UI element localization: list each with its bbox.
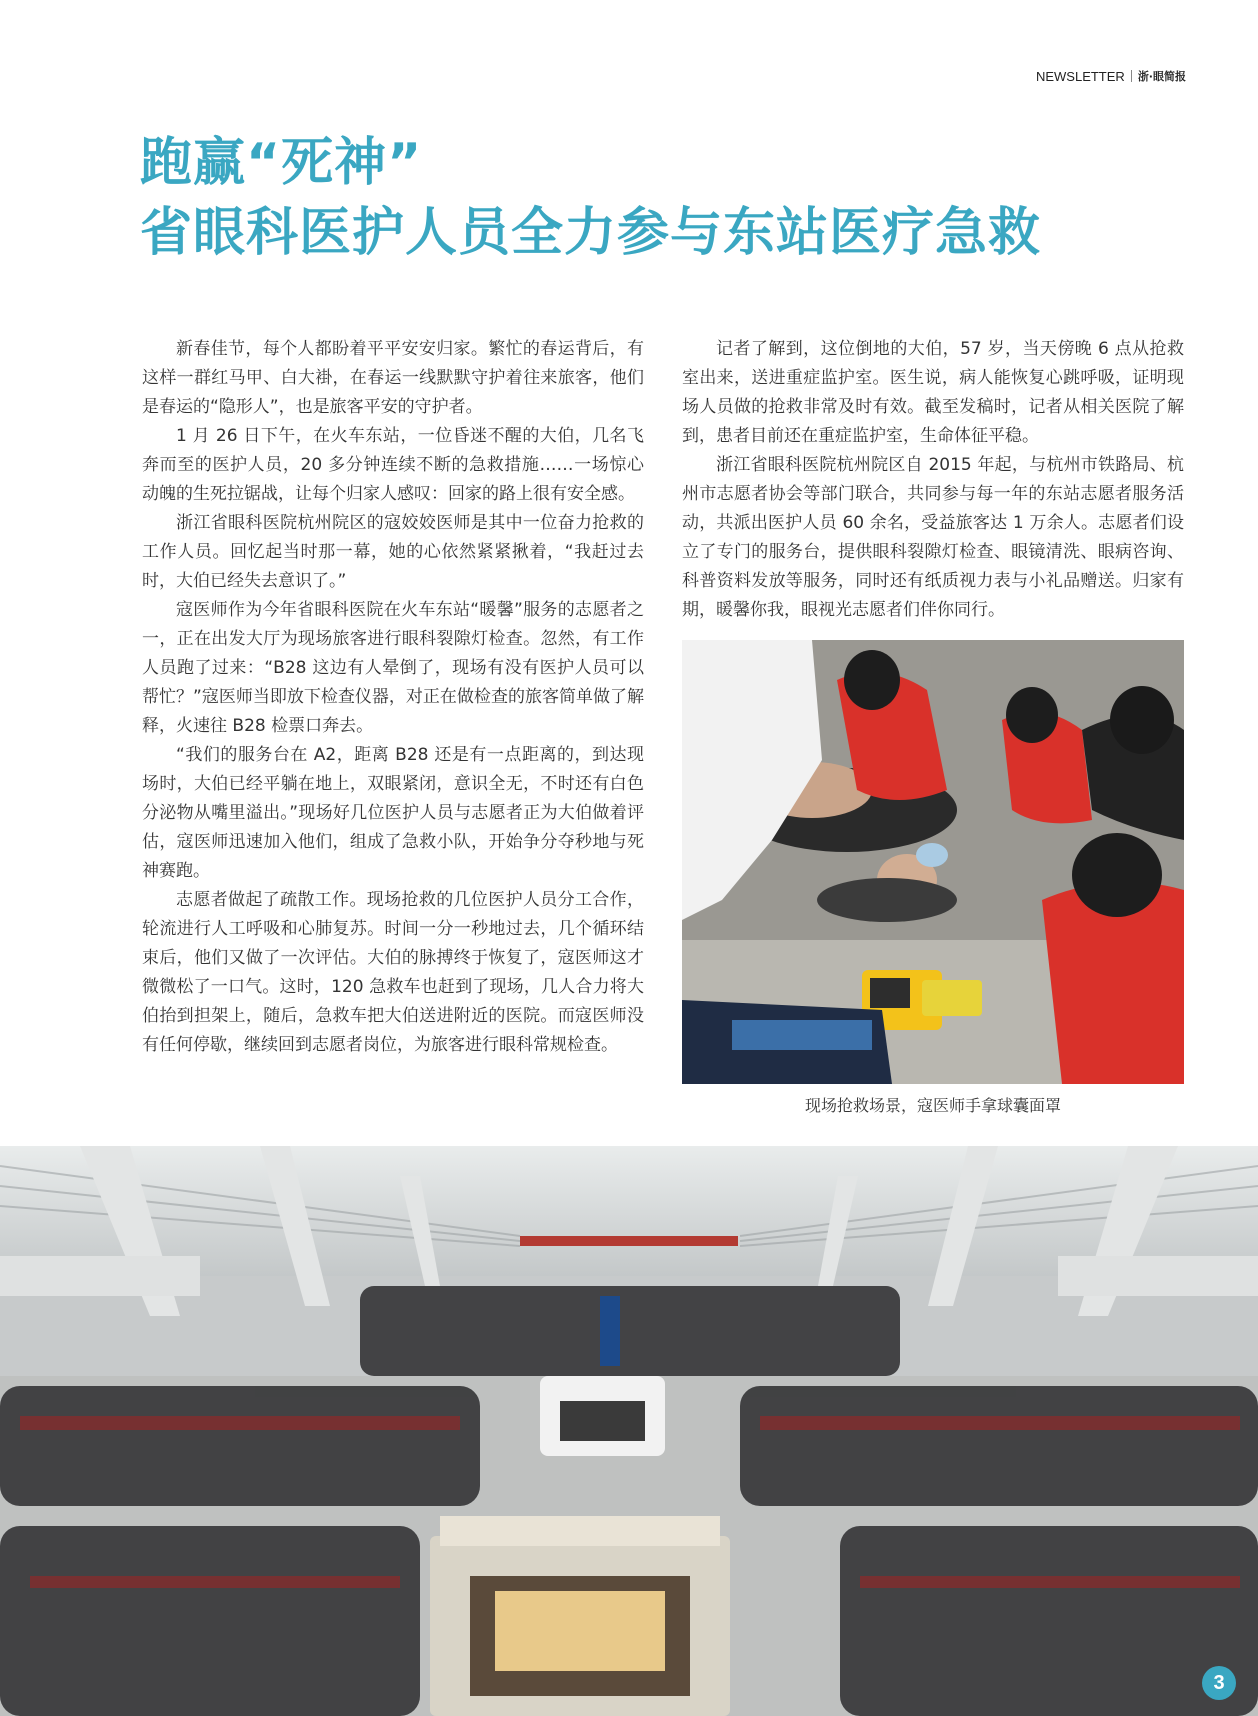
photo-caption: 现场抢救场景，寇医师手拿球囊面罩 — [804, 1096, 1061, 1115]
paragraph: 浙江省眼科医院杭州院区的寇姣姣医师是其中一位奋力抢救的工作人员。回忆起当时那一幕，她的心依然紧紧揪着，“我赶过去时，大伯已经失去意识了。” — [142, 513, 644, 591]
paragraph: 寇医师作为今年省眼科医院在火车东站“暖馨”服务的志愿者之一，正在出发大厅为现场旅客进行眼科裂隙灯检查。忽然，有工作人员跑了过来：“B28 这边有人晕倒了，现场有没有医护人员可以帮忙？”寇医师当即放下检查仪器，对正在做检查的旅客简单做了解释，火速往 B28 检票口奔去。 — [142, 600, 644, 736]
article-title — [140, 128, 1041, 268]
paragraph: 新春佳节，每个人都盼着平平安安归家。繁忙的春运背后，有这样一群红马甲、白大褂，在春运一线默默守护着往来旅客，他们是春运的“隐形人”，也是旅客平安的守护者。 — [142, 339, 644, 417]
paragraph: “我们的服务台在 A2，距离 B28 还是有一点距离的，到达现场时，大伯已经平躺在地上，双眼紧闭，意识全无，不时还有白色分泌物从嘴里溢出。”现场好几位医护人员与志愿者正为大伯做着评估，寇医师迅速加入他们，组成了急救小队，开始争分夺秒地与死神赛跑。 — [142, 745, 644, 881]
paragraph: 浙江省眼科医院杭州院区自 2015 年起，与杭州市铁路局、杭州市志愿者协会等部门联合，共同参与每一年的东站志愿者服务活动，共派出医护人员 60 余名，受益旅客达 1 万余人。志愿者们设立了专门的服务台，提供眼科裂隙灯检查、眼镜清洗、眼病咨询、科普资料发放等服务，同时还有纸质视力表与小礼品赠送。归家有期，暖馨你我，眼视光志愿者们伴你同行。 — [682, 455, 1184, 620]
station-hall-photo — [0, 1146, 1258, 1716]
title-line-2: 省眼科医护人员全力参与东站医疗急救 — [140, 203, 1042, 263]
newsletter-label: NEWSLETTER — [1035, 68, 1125, 84]
paragraph: 记者了解到，这位倒地的大伯，57 岁，当天傍晚 6 点从抢救室出来，送进重症监护室。医生说，病人能恢复心跳呼吸，证明现场人员做的抢救非常及时有效。截至发稿时，记者从相关医院了解到，患者目前还在重症监护室，生命体征平稳。 — [682, 339, 1184, 446]
right-column — [682, 335, 1184, 625]
header-divider — [1131, 70, 1132, 82]
title-line-1: 跑赢“死神” — [140, 133, 423, 193]
rescue-photo — [682, 640, 1184, 1084]
publication-name: 浙·眼简报 — [1137, 70, 1186, 83]
page-number: 3 — [1202, 1666, 1236, 1700]
newsletter-header — [1036, 68, 1186, 84]
left-column — [142, 335, 644, 1060]
rescue-scene-illustration — [682, 640, 1184, 1084]
paragraph: 志愿者做起了疏散工作。现场抢救的几位医护人员分工合作，轮流进行人工呼吸和心肺复苏。时间一分一秒地过去，几个循环结束后，他们又做了一次评估。大伯的脉搏终于恢复了，寇医师这才微微松了一口气。这时，120 急救车也赶到了现场，几人合力将大伯抬到担架上，随后，急救车把大伯送进附近的医院。而寇医师没有任何停歇，继续回到志愿者岗位，为旅客进行眼科常规检查。 — [142, 890, 644, 1055]
paragraph: 1 月 26 日下午，在火车东站，一位昏迷不醒的大伯，几名飞奔而至的医护人员，20 多分钟连续不断的急救措施……一场惊心动魄的生死拉锯战，让每个归家人感叹：回家的路上很有安全感。 — [142, 426, 644, 504]
station-hall-illustration — [0, 1146, 1258, 1716]
